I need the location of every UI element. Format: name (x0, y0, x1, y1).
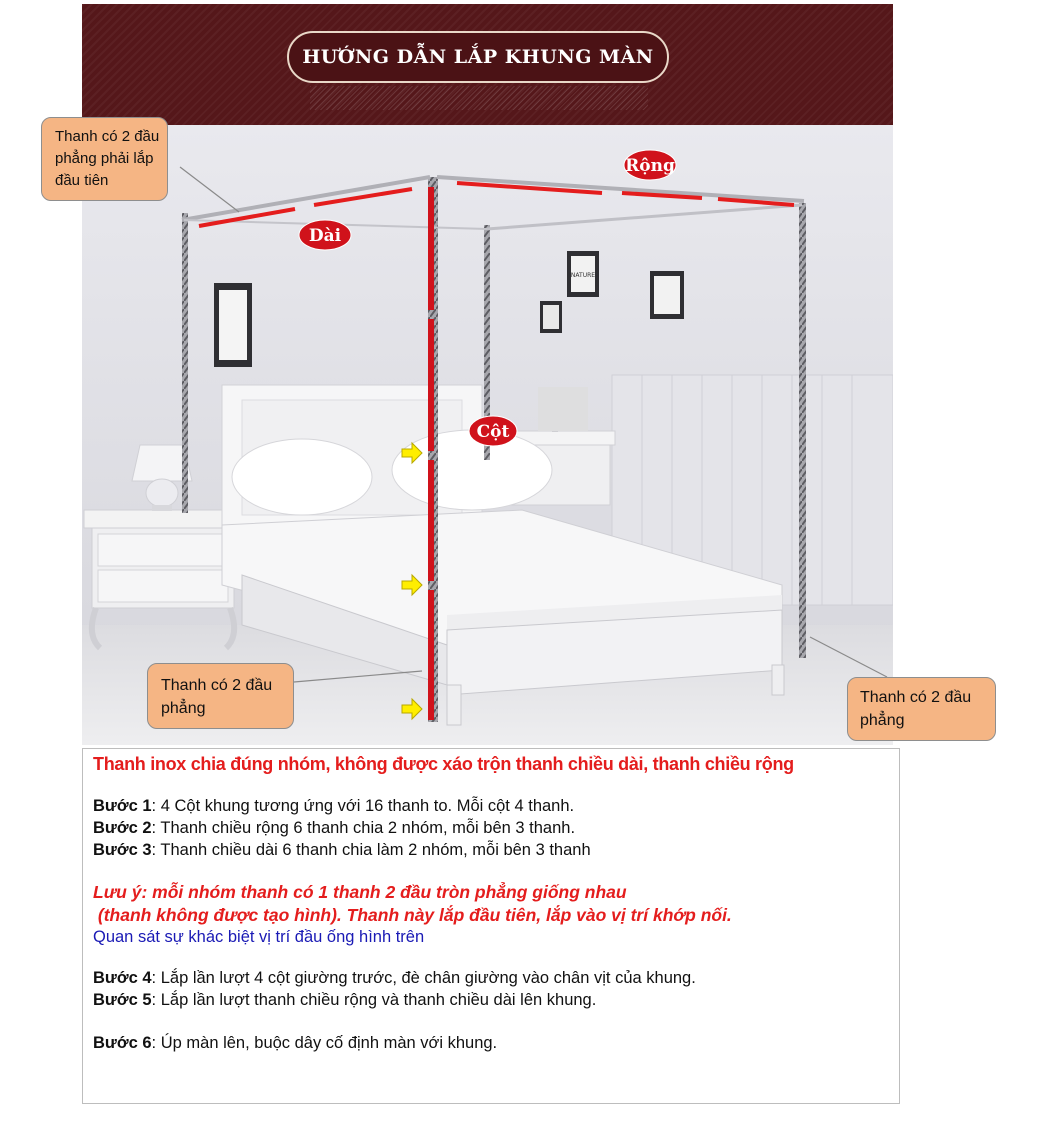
step-label: Bước 1 (93, 797, 152, 815)
step-text: : Lắp lần lượt 4 cột giường trước, đè chân giường vào chân vịt của khung. (151, 969, 696, 987)
callout-line: phẳng phải lắp (55, 150, 154, 167)
step-label: Bước 5 (93, 991, 152, 1009)
step-label: Bước 3 (93, 841, 152, 859)
pillow-left (232, 439, 372, 515)
step-text: : Thanh chiều dài 6 thanh chia làm 2 nhóm, mỗi bên 3 thanh (151, 841, 591, 859)
badge-rong (624, 150, 676, 180)
observe-text: Quan sát sự khác biệt vị trí đầu ống hình trên (93, 928, 425, 946)
callout-line: phẳng (161, 700, 206, 717)
step-4 (93, 969, 696, 988)
callout-line: đầu tiên (55, 172, 109, 189)
banner-decoration (310, 86, 648, 110)
callout-line: Thanh có 2 đầu (161, 677, 273, 694)
step-text: : Thanh chiều rộng 6 thanh chia 2 nhóm, mỗi bên 3 thanh. (151, 819, 576, 837)
instructions-box (82, 748, 900, 1104)
warning-text: Thanh inox chia đúng nhóm, không được xáo trộn thanh chiều dài, thanh chiều rộng (93, 754, 794, 774)
note-line-1: Lưu ý: mỗi nhóm thanh có 1 thanh 2 đầu tròn phẳng giống nhau (93, 882, 627, 902)
step-label: Bước 4 (93, 969, 152, 987)
label-rong: Rộng (625, 156, 675, 176)
page-title: HƯỚNG DẪN LẮP KHUNG MÀN (287, 31, 669, 83)
pillow-right (392, 430, 552, 510)
step-2 (93, 819, 575, 838)
callout-line: Thanh có 2 đầu (55, 128, 160, 145)
step-label: Bước 2 (93, 819, 152, 837)
callout-line: phẳng (860, 712, 905, 729)
badge-cot (469, 416, 517, 446)
step-text: : Lắp lần lượt thanh chiều rộng và thanh chiều dài lên khung. (151, 991, 597, 1009)
step-text: : 4 Cột khung tương ứng với 16 thanh to. Mỗi cột 4 thanh. (151, 797, 575, 815)
step-label: Bước 6 (93, 1034, 152, 1052)
callout-top-left (41, 117, 168, 201)
bed-frame-photo (82, 125, 893, 745)
step-5 (93, 991, 596, 1010)
callout-line: Thanh có 2 đầu (860, 689, 972, 706)
nature-frame-text: NATURE (570, 272, 596, 279)
note-line-2: (thanh không được tạo hình). Thanh này lắp đầu tiên, lắp vào vị trí khớp nối. (93, 905, 732, 925)
title-banner (82, 4, 893, 125)
badge-dai (299, 220, 351, 250)
label-cot: Cột (476, 422, 510, 442)
step-3 (93, 841, 591, 860)
step-text: : Úp màn lên, buộc dây cố định màn với khung. (151, 1034, 498, 1052)
callout-bottom-right (847, 677, 996, 741)
callout-bottom-left (147, 663, 294, 729)
label-dai: Dài (308, 226, 342, 246)
step-6 (93, 1034, 497, 1053)
step-1 (93, 797, 574, 816)
